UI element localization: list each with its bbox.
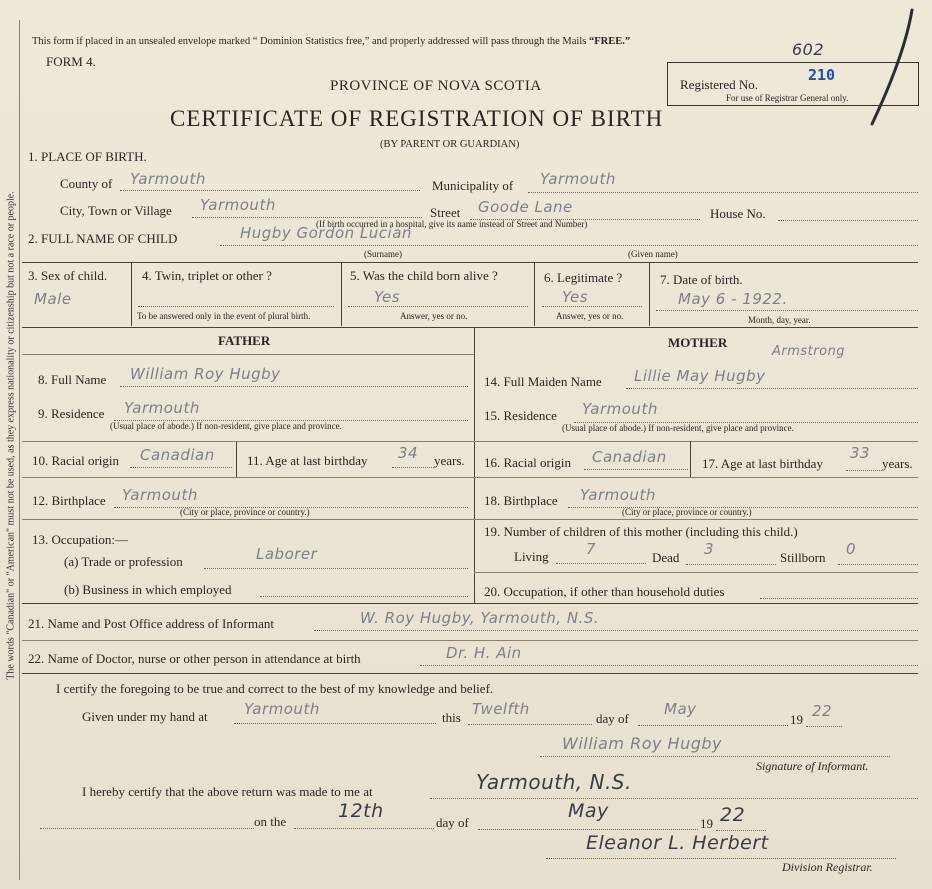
certify-day-line	[468, 724, 592, 725]
father-racial-divider	[236, 441, 237, 477]
living-label: Living	[514, 549, 549, 564]
father-birthplace-note: (City or place, province or country.)	[180, 507, 310, 517]
side-rule	[19, 20, 20, 880]
stillborn-value: 0	[846, 540, 857, 558]
father-age-line	[392, 467, 434, 468]
father-trade-label: (a) Trade or profession	[64, 554, 183, 569]
mother-name-value: Lillie May Hugby	[634, 367, 766, 385]
father-trade-value: Laborer	[256, 545, 318, 563]
certify-month-line	[638, 725, 788, 726]
mother-birthplace-label: 18. Birthplace	[484, 493, 558, 508]
registrar-day-line	[294, 828, 434, 829]
mail-note: This form if placed in an unsealed envelope marked “ Dominion Statistics free,” and properly addressed will pass through the Mails “FREE.”	[32, 36, 631, 47]
father-name-line	[120, 386, 468, 387]
registrar-signature-label: Division Registrar.	[782, 860, 873, 874]
registrar-signature: Eleanor L. Herbert	[586, 832, 769, 854]
dob-line	[656, 310, 918, 311]
stillborn-label: Stillborn	[780, 550, 826, 565]
registrar-statement: I hereby certify that the above return was made to me at	[82, 784, 373, 799]
child-name-line	[220, 245, 918, 246]
father-racial-label: 10. Racial origin	[32, 453, 120, 468]
doctor-label: 22. Name of Doctor, nurse or other person in attendance at birth	[28, 651, 361, 666]
sex-label: 3. Sex of child.	[28, 268, 108, 283]
father-years: years.	[434, 453, 465, 468]
birthplace-rule	[22, 519, 918, 520]
registrar-year-value: 22	[720, 804, 746, 826]
pen-stroke	[860, 6, 920, 130]
given-place-value: Yarmouth	[244, 700, 320, 718]
mother-occupation-line	[760, 598, 918, 599]
twin-note: To be answered only in the event of plural birth.	[137, 311, 311, 321]
alive-value: Yes	[374, 288, 401, 306]
doctor-value: Dr. H. Ain	[446, 644, 522, 662]
county-value: Yarmouth	[130, 170, 206, 188]
legit-note: Answer, yes or no.	[556, 311, 624, 321]
informant-signature: William Roy Hugby	[562, 734, 722, 753]
registrar-left-line	[40, 828, 254, 829]
house-label: House No.	[710, 206, 766, 221]
hospital-note: (If birth occurred in a hospital, give its name instead of Street and Number)	[316, 219, 588, 229]
alive-label: 5. Was the child born alive ?	[350, 268, 498, 283]
registrar-day-of: day of	[436, 815, 469, 830]
mother-name-line	[626, 388, 918, 389]
side-note: The words "Canadian" or "American" must not be used, as they express nationality or citizenship but not a race or people.	[5, 191, 17, 680]
registrar-month-line	[478, 829, 698, 830]
informant-label: 21. Name and Post Office address of Informant	[28, 616, 274, 631]
dob-label: 7. Date of birth.	[660, 272, 743, 287]
county-line	[120, 190, 420, 191]
registrar-month-value: May	[568, 800, 609, 822]
informant-rule-top	[22, 603, 918, 604]
city-value: Yarmouth	[200, 196, 276, 214]
father-name-label: 8. Full Name	[38, 372, 107, 387]
dead-label: Dead	[652, 550, 680, 565]
place-heading: 1. PLACE OF BIRTH.	[28, 149, 147, 164]
informant-rule	[22, 640, 918, 641]
mother-residence-note: (Usual place of abode.) If non-resident, give place and province.	[562, 423, 794, 433]
mother-heading: MOTHER	[668, 335, 728, 350]
mother-years: years.	[882, 456, 913, 471]
father-birthplace-value: Yarmouth	[122, 486, 198, 504]
mother-children-label: 19. Number of children of this mother (including this child.)	[484, 524, 798, 539]
father-age-label: 11. Age at last birthday	[247, 453, 368, 468]
child-name-value: Hugby Gordon Lucian	[240, 224, 412, 242]
mother-birthplace-note: (City or place, province or country.)	[622, 507, 752, 517]
municipality-line	[528, 192, 918, 193]
father-heading-rule	[22, 354, 474, 355]
form-number: FORM 4.	[46, 54, 96, 69]
registered-stamp: 210	[808, 66, 836, 84]
certificate-subtitle: (BY PARENT OR GUARDIAN)	[380, 139, 520, 150]
legit-line	[542, 306, 642, 307]
mother-residence-label: 15. Residence	[484, 408, 557, 423]
father-residence-value: Yarmouth	[124, 399, 200, 417]
certify-year-line	[806, 726, 842, 727]
father-residence-note: (Usual place of abode.) If non-resident, give place and province.	[110, 421, 342, 431]
stillborn-line	[838, 564, 918, 565]
certify-day-of: day of	[596, 711, 629, 726]
registrar-day-value: 12th	[338, 800, 384, 822]
municipality-label: Municipality of	[432, 178, 514, 193]
registered-label: Registered No.	[680, 77, 758, 92]
certify-year-value: 22	[812, 702, 833, 720]
mother-racial-divider	[690, 441, 691, 477]
certify-statement: I certify the foregoing to be true and correct to the best of my knowledge and belief.	[56, 681, 494, 696]
col-rule-1	[131, 262, 132, 326]
certify-month-value: May	[664, 700, 697, 718]
twin-line	[138, 306, 334, 307]
surname-note: (Surname)	[364, 249, 402, 259]
registrar-note: For use of Registrar General only.	[726, 93, 849, 103]
mother-age-value: 33	[850, 444, 871, 462]
sex-value: Male	[34, 290, 72, 308]
registrar-place-value: Yarmouth, N.S.	[476, 770, 632, 794]
mother-racial-line	[584, 469, 688, 470]
col-rule-3	[534, 262, 535, 326]
registrar-on-the: on the	[254, 814, 287, 829]
father-business-label: (b) Business in which employed	[64, 582, 232, 597]
father-heading: FATHER	[218, 333, 271, 348]
informant-value: W. Roy Hugby, Yarmouth, N.S.	[360, 609, 600, 627]
living-value: 7	[586, 540, 597, 558]
racial-rule-top	[22, 441, 918, 442]
dead-value: 3	[704, 540, 715, 558]
father-racial-line	[130, 467, 232, 468]
dead-line	[686, 564, 776, 565]
twin-label: 4. Twin, triplet or other ?	[142, 268, 272, 283]
city-label: City, Town or Village	[60, 203, 172, 218]
given-place-line	[234, 723, 436, 724]
street-label: Street	[430, 205, 461, 220]
father-occupation-label: 13. Occupation:—	[32, 532, 129, 547]
alive-note: Answer, yes or no.	[400, 311, 468, 321]
registered-handwritten: 602	[792, 40, 825, 59]
father-age-value: 34	[398, 444, 419, 462]
mother-name-label: 14. Full Maiden Name	[484, 374, 602, 389]
living-line	[556, 563, 646, 564]
county-label: County of	[60, 176, 113, 191]
doctor-line	[420, 665, 918, 666]
legit-value: Yes	[562, 288, 589, 306]
signature-label: Signature of Informant.	[756, 759, 869, 773]
mother-age-line	[846, 470, 882, 471]
father-racial-value: Canadian	[140, 446, 215, 464]
mother-residence-value: Yarmouth	[582, 400, 658, 418]
city-line	[192, 217, 422, 218]
mother-racial-value: Canadian	[592, 448, 667, 466]
registrar-year-line	[716, 830, 766, 831]
father-residence-label: 9. Residence	[38, 406, 105, 421]
mother-name-extra: Armstrong	[772, 344, 846, 359]
given-note: (Given name)	[628, 249, 678, 259]
father-trade-line	[204, 568, 468, 569]
dob-note: Month, day, year.	[748, 315, 811, 325]
row-rule-parents	[22, 327, 918, 328]
racial-rule-bottom	[22, 477, 918, 478]
registrar-year-prefix: 19	[700, 816, 713, 831]
dob-value: May 6 - 1922.	[678, 290, 788, 308]
col-rule-2	[341, 262, 342, 326]
certify-day-value: Twelfth	[472, 700, 530, 718]
father-birthplace-label: 12. Birthplace	[32, 493, 106, 508]
registrar-place-line	[430, 798, 918, 799]
parents-divider	[474, 327, 475, 603]
mother-racial-label: 16. Racial origin	[484, 455, 572, 470]
house-line	[778, 220, 918, 221]
municipality-value: Yarmouth	[540, 170, 616, 188]
given-label: Given under my hand at	[82, 709, 208, 724]
province-heading: PROVINCE OF NOVA SCOTIA	[330, 78, 542, 94]
alive-line	[348, 306, 528, 307]
row-rule-top	[22, 262, 918, 263]
informant-line	[314, 630, 918, 631]
father-name-value: William Roy Hugby	[130, 365, 281, 383]
certify-year-prefix: 19	[790, 712, 803, 727]
children-rule	[474, 572, 918, 573]
legit-label: 6. Legitimate ?	[544, 270, 623, 285]
mother-occupation-label: 20. Occupation, if other than household duties	[484, 584, 725, 599]
informant-signature-line	[540, 756, 890, 757]
col-rule-4	[649, 262, 650, 326]
this-label: this	[442, 710, 461, 725]
father-business-line	[260, 596, 468, 597]
mother-age-label: 17. Age at last birthday	[702, 456, 823, 471]
mother-birthplace-value: Yarmouth	[580, 486, 656, 504]
registrar-signature-line	[546, 858, 896, 859]
street-value: Goode Lane	[478, 198, 573, 216]
child-name-label: 2. FULL NAME OF CHILD	[28, 231, 178, 246]
certificate-title: CERTIFICATE OF REGISTRATION OF BIRTH	[170, 106, 664, 131]
doctor-rule	[22, 673, 918, 674]
